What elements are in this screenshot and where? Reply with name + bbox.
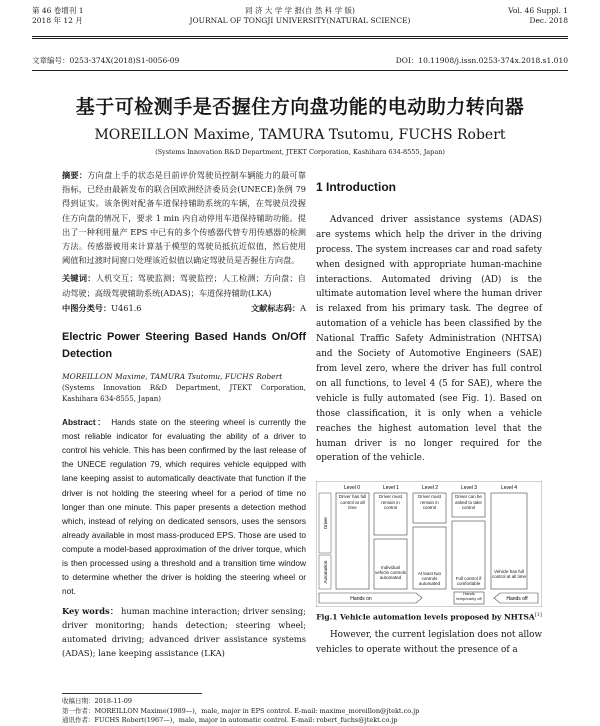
volume-info: 第 46 卷增刊 1 (32, 6, 84, 15)
level-2-driver-text: Driver must remain in control (417, 494, 441, 510)
automation-axis-label: Automation (323, 560, 328, 584)
article-number: 文章编号：0253-374X(2018)S1-0056-09 (32, 56, 180, 65)
level-2-auto-text: At least two controls automated (417, 571, 442, 587)
level-3-driver-text: Driver can be asked to take control (455, 494, 482, 510)
footnote-rule (62, 693, 202, 694)
level-1-driver-text: Driver must remain in control (378, 494, 402, 510)
level-0-driver-text: Driver has full control at all time (338, 494, 367, 510)
classification-row (62, 301, 306, 315)
figure-caption-ref: [1] (534, 612, 542, 618)
hands-on-label: Hands on (350, 596, 372, 602)
level-2-label: Level 2 (421, 485, 439, 491)
level-1-auto-text: Individual vehicle controls automated (375, 565, 406, 581)
doi: DOI：10.11908/j.issn.0253-374x.2018.s1.010 (395, 56, 568, 65)
keywords-zh-text: 人机交互；驾驶监测；驾驶监控；人工检测；方向盘；自动驾驶；高级驾驶辅助系统(ADAS)；车道保持辅助(LKA) (62, 273, 306, 298)
doc-code-value: A (300, 302, 306, 313)
title-en: Electric Power Steering Based Hands On/Off Detection (62, 331, 306, 361)
title-zh: 基于可检测手是否握住方向盘功能的电动助力转向器 (75, 96, 525, 118)
issue-date-en: Dec. 2018 (529, 16, 568, 25)
journal-name-en: JOURNAL OF TONGJI UNIVERSITY(NATURAL SCIENCE) (189, 16, 411, 25)
authors-en: MOREILLON Maxime, TAMURA Tsutomu, FUCHS Robert (62, 372, 283, 382)
first-author-note: 第一作者：MOREILLON Maxime(1989—)，male, major in EPS control. E-mail: maxime_moreillon@jtekt.co.jp (62, 706, 420, 715)
figure-caption (316, 612, 542, 622)
header-rule (32, 36, 568, 37)
intro-paragraph-2: However, the current legislation does not allow vehicles to operate without the presence of a (316, 630, 542, 655)
keywords-zh-label: 关键词： (62, 273, 96, 284)
abstract-zh-text: 方向盘上手的状态是目前评价驾驶员控制车辆能力的最可靠指标，已经由最新发布的联合国欧洲经济委员会(UNECE)条例 79 得到证实。该条例对配备车道保持辅助系统的车辆，在驾驶员没握住方向盘的情况下，要求 1 min 内自动停用车道保持辅助功能。提出了一种利用量产 EPS 中已有的多个传感器代替专用传感器的检测方法。传感器被用来计算基于模型的驾驶员抵抗近似值，然后使用阈值和过渡时间窗口处理该近似值以确定驾驶员是否握住方向盘。 (62, 170, 306, 266)
hands-off-label: Hands off (506, 596, 528, 602)
hands-temp-label: Hands temporarily off (456, 592, 482, 601)
level-4-auto-text: Vehicle has full control at all time (492, 569, 526, 580)
automation-levels-figure (316, 481, 542, 607)
level-3-label: Level 3 (460, 485, 478, 491)
intro-paragraph-1: Advanced driver assistance systems (ADAS) are systems which help the driver in the driving process. The system increases car and road safety when designed with appropriate human-machine interactions. Automated driving (AD) is the ultimate automation level where the human driver is relaxed from his primary task. The degree of automation of a vehicle has been classified by the National Traffic Safety Administration (NHTSA) and the Society of Automotive Engineers (SAE) from level zero, where the driver has full control on all functions, to level 4 (5 for SAE), where the vehicle is fully automated (see Fig. 1). Based on those classification, it is only when a vehicle reaches the highest automation level that the human driver is no longer required for the operation of the vehicle. (316, 214, 542, 464)
header-rule-thin (32, 38, 568, 39)
abstract-zh (62, 168, 306, 267)
header-right (508, 6, 568, 26)
abstract-zh-label: 摘要： (62, 170, 88, 180)
meta-rule (32, 70, 568, 71)
left-column (62, 168, 306, 661)
keywords-zh (62, 271, 306, 299)
level-4-label: Level 4 (500, 485, 518, 491)
journal-name-zh: 同 济 大 学 学 报(自 然 科 学 版) (245, 6, 355, 15)
class-value: U461.6 (111, 302, 142, 313)
authors: MOREILLON Maxime, TAMURA Tsutomu, FUCHS Robert (94, 127, 506, 143)
right-column-continued (316, 628, 542, 658)
affiliation-en: (Systems Innovation R&D Department, JTEKT Corporation, Kashihara 634-8555, Japan) (62, 384, 306, 404)
figure-caption-text: Fig.1 Vehicle automation levels proposed by NHTSA (316, 612, 535, 622)
footnotes (62, 697, 568, 726)
issue-date-zh: 2018 年 12 月 (32, 16, 83, 25)
corresponding-author-note: 通讯作者：FUCHS Robert(1967—)，male, major in automatic control. E-mail: robert_fuchs@jtekt.co.jp (62, 716, 398, 724)
level-3-auto-text: Full control if comfortable (455, 576, 482, 587)
section-heading: 1 Introduction (316, 180, 396, 194)
header-center (32, 6, 568, 26)
right-column (316, 180, 542, 466)
running-header (32, 6, 568, 38)
class-label: 中图分类号： (62, 302, 112, 313)
volume-info-en: Vol. 46 Suppl. 1 (508, 6, 568, 15)
keywords-en (62, 604, 306, 660)
abstract-en-text: Hands state on the steering wheel is currently the most reliable indicator for evaluating the ability of a driver to control his vehicle. This has been confirmed by the last release of the UNECE regulation 79, which requires vehicle equipped with lane keeping assist to automatically deactivate that function if the driver is not holding the steering wheel for a period of time no longer than one minute. This paper presents a detection method which, instead of relying on dedicated sensors, uses the sensors already available in most mass-produced EPS. Those are used to compute a model-based approximation of the driver torque, which is then processed using a threshold and a transition time window to determine whether the driver is holding the steering wheel or not. (62, 417, 306, 597)
abstract-en (62, 415, 306, 598)
driver-axis-label: Driver (323, 517, 328, 529)
level-1-label: Level 1 (382, 485, 400, 491)
level-0-label: Level 0 (343, 485, 361, 491)
keywords-en-text: human machine interaction; driver sensing; driver monitoring; hands detection; steering wheel; automated driving; advanced driver assistance systems (ADAS); lane keeping assistance (LKA) (62, 606, 306, 659)
keywords-en-label: Key words： (62, 606, 119, 617)
received-date: 收稿日期：2018-11-09 (62, 697, 132, 705)
doc-code-label: 文献标志码： (250, 302, 301, 313)
abstract-en-label: Abstract： (62, 417, 108, 428)
article-meta (32, 55, 568, 66)
affiliation: (Systems Innovation R&D Department, JTEKT Corporation, Kashihara 634-8555, Japan) (155, 148, 445, 156)
